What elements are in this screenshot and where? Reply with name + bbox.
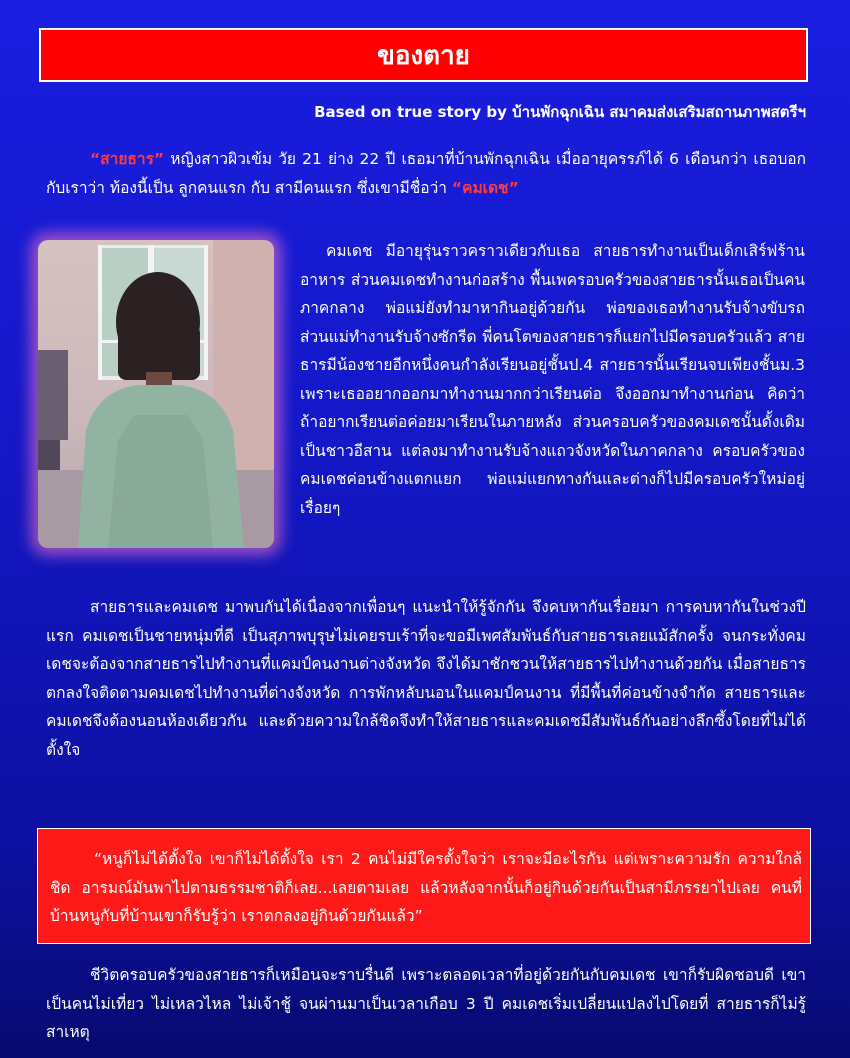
credit-line: Based on true story by บ้านพักฉุกเฉิน สมาคมส่งเสริมสถานภาพสตรีฯ <box>314 103 806 121</box>
paragraph-background: คมเดช มีอายุรุ่นราวคราวเดียวกับเธอ สายธารทำงานเป็นเด็กเสิร์ฟร้านอาหาร ส่วนคมเดชทำงานก่อสร้าง พื้นเพครอบครัวของสายธารนั้นเธอเป็นคนภาคกลาง พ่อแม่ยังทำมาหากินอยู่ด้วยกัน พ่อของเธอทำงานรับจ้างขับรถ ส่วนแม่ทำงานรับจ้างซักรีด พี่คนโตของสายธารก็แยกไปมีครอบครัวแล้ว สายธารมีน้องชายอีกหนึ่งคนกำลังเรียนอยู่ชั้นป.4 สายธารนั้นเรียนจบเพียงชั้นม.3 เพราะเธออยากออกมาทำงานมากกว่าเรียนต่อ จึงออกมาทำงานก่อน คิดว่าถ้าอยากเรียนต่อค่อยมาเรียนในภายหลัง ส่วนครอบครัวของคมเดชนั้นดั้งเดิมเป็นชาวอีสาน แต่ลงมาทำงานรับจ้างแถวจังหวัดในภาคกลาง ครอบครัวของคมเดชค่อนข้างแตกแยก พ่อแม่แยกทางกันและต่างก็ไปมีครอบครัวใหม่อยู่เรื่อยๆ <box>300 242 805 517</box>
woman-back-photo <box>38 240 274 548</box>
paragraph-family-life: ชีวิตครอบครัวของสายธารก็เหมือนจะราบรื่นดี เพราะตลอดเวลาที่อยู่ด้วยกันกับคมเดช เขาก็รับผิดชอบดี เขาเป็นคนไม่เที่ยว ไม่เหลวไหล ไม่เจ้าชู้ จนผ่านมาเป็นเวลาเกือบ 3 ปี คมเดชเริ่มเปลี่ยนแปลงไปโดยที่ สายธารก็ไม่รู้สาเหตุ <box>46 966 806 1041</box>
paragraph-relationship: สายธารและคมเดช มาพบกันได้เนื่องจากเพื่อนๆ แนะนำให้รู้จักกัน จึงคบหากันเรื่อยมา การคบหากันในช่วงปีแรก คมเดชเป็นชายหนุ่มที่ดี เป็นสุภาพบุรุษไม่เคยรบเร้าที่จะขอมีเพศสัมพันธ์กับสายธารเลยแม้สักครั้ง จนกระทั่งคมเดชจะต้องจากสายธารไปทำงานที่แคมป์คนงานต่างจังหวัด จึงได้มาชักชวนให้สายธารไปทำงานด้วยกัน เมื่อสายธารตกลงใจติดตามคมเดชไปทำงานที่ต่างจังหวัด การพักหลับนอนในแคมป์คนงาน ที่มีพื้นที่ค่อนข้างจำกัด สายธารและคมเดชจึงต้องนอนห้องเดียวกัน และด้วยความใกล้ชิดจึงทำให้สายธารและคมเดชมีสัมพันธ์กันอย่างลึกซึ้งโดยที่ไม่ได้ตั้งใจ <box>46 598 806 759</box>
name-highlight: “สายธาร” <box>90 150 165 168</box>
story-photo <box>38 240 274 548</box>
title-banner <box>39 28 808 82</box>
intro-text: หญิงสาวผิวเข้ม วัย 21 ย่าง 22 ปี เธอมาที่บ้านพักฉุกเฉิน เมื่ออายุครรภ์ได้ 6 เดือนกว่า เธอบอกกับเราว่า ท้องนี้เป็น ลูกคนแรก กับ สามีคนแรก ซึ่งเขามีชื่อว่า <box>46 150 806 197</box>
paragraph-intro <box>46 145 806 202</box>
quote-text: “หนูก็ไม่ได้ตั้งใจ เขาก็ไม่ได้ตั้งใจ เรา 2 คนไม่มีใครตั้งใจว่า เราจะมีอะไรกัน แต่เพราะความรัก ความใกล้ชิด อารมณ์มันพาไปตามธรรมชาติก็เลย...เลยตามเลย แล้วหลังจากนั้นก็อยู่กินด้วยกันเป็นสามีภรรยาไปเลย คนที่บ้านหนูกับที่บ้านเขาก็รับรู้ว่า เราตกลงอยู่กินด้วยกันแล้ว” <box>50 850 802 925</box>
page-title: ของตาย <box>377 40 470 71</box>
husband-highlight: “คมเดช” <box>451 178 519 197</box>
